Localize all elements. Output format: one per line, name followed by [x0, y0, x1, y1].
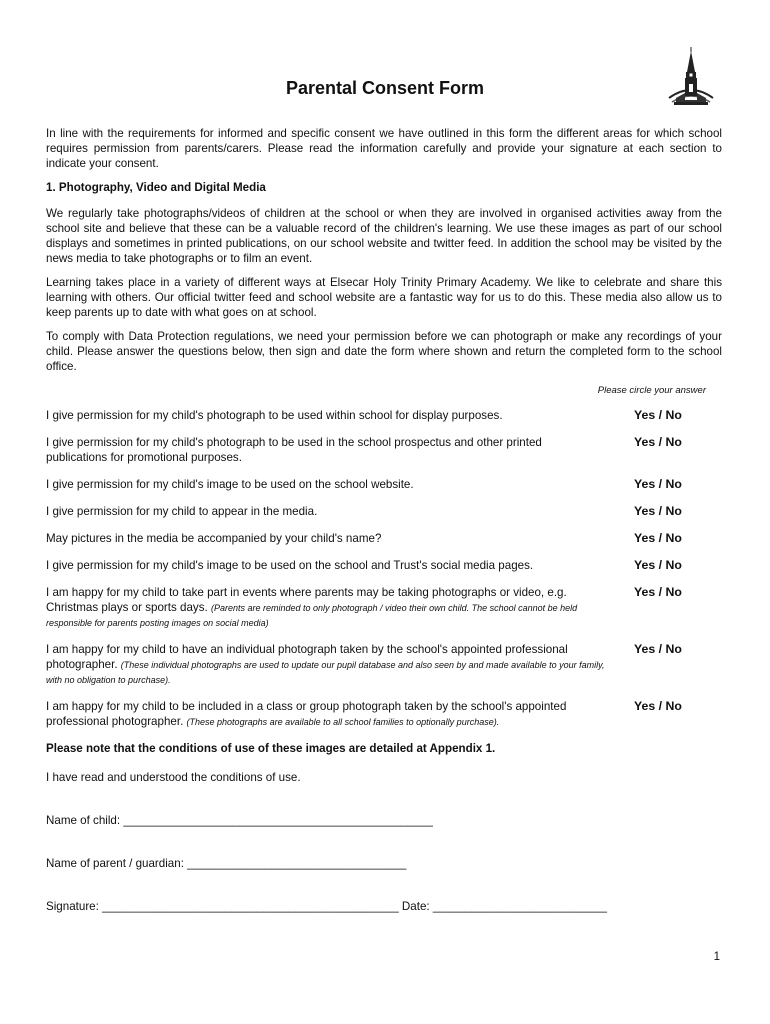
yes-no-answer[interactable]: Yes / No: [634, 504, 682, 518]
question-note: (These photographs are available to all school families to optionally purchase).: [186, 717, 500, 727]
consent-question-row: [46, 408, 722, 423]
question-note: (Parents are reminded to only photograph / video their own child. The school cannot be held responsible for parents posting images on social media): [46, 603, 578, 628]
yes-no-answer[interactable]: Yes / No: [634, 642, 682, 656]
consent-question-row: [46, 699, 722, 729]
signature-date-field[interactable]: Signature: ______________________________________________ Date: ___________________________: [46, 900, 607, 913]
question-text: I am happy for my child to be included in a class or group photograph taken by the school's appointed professional photographer.: [46, 700, 567, 728]
yes-no-answer[interactable]: Yes / No: [634, 558, 682, 572]
question-text: I am happy for my child to have an individual photograph taken by the school's appointed professional photographer.: [46, 643, 568, 671]
circle-answer-note: Please circle your answer: [597, 385, 706, 396]
yes-no-answer[interactable]: Yes / No: [634, 699, 682, 713]
section-paragraph-1: We regularly take photographs/videos of children at the school or when they are involved in organised activities away from the school site and believe that these can be a valuable record of the children's learning. We use these images as part of our school displays and sometimes in printed publications, on our school website and twitter feed. In addition the school may be visited by the news media to take photographs or to film an event.: [46, 207, 722, 265]
yes-no-answer[interactable]: Yes / No: [634, 435, 682, 449]
question-note: (These individual photographs are used to update our pupil database and also seen by and made available to your family, with no obligation to purchase).: [46, 660, 605, 685]
understood-statement: I have read and understood the conditions of use.: [46, 771, 301, 784]
question-text: May pictures in the media be accompanied by your child's name?: [46, 532, 382, 545]
question-text: I give permission for my child's image to be used on the school website.: [46, 478, 414, 491]
page-title: Parental Consent Form: [285, 78, 485, 98]
consent-question-row: [46, 504, 722, 519]
yes-no-answer[interactable]: Yes / No: [634, 408, 682, 422]
consent-question-row: [46, 435, 722, 465]
question-text: I give permission for my child to appear in the media.: [46, 505, 318, 518]
question-text: I am happy for my child to take part in events where parents may be taking photographs or video, e.g. Christmas plays or sports days.: [46, 586, 567, 614]
question-text: I give permission for my child's photograph to be used within school for display purposes.: [46, 409, 503, 422]
parent-name-field[interactable]: Name of parent / guardian: __________________________________: [46, 857, 407, 870]
yes-no-answer[interactable]: Yes / No: [634, 477, 682, 491]
section-paragraph-3: To comply with Data Protection regulations, we need your permission before we can photograph or make any recordings of your child. Please answer the questions below, then sign and date the form where shown and return the completed form to the school office.: [46, 330, 722, 373]
section-paragraph-2: Learning takes place in a variety of different ways at Elsecar Holy Trinity Primary Academy. We like to celebrate and share this learning with others. Our official twitter feed and school website are a fantastic way for us to do this. These media also allow us to keep parents up to date with what goes on at school.: [46, 276, 722, 319]
question-text: I give permission for my child's image to be used on the school and Trust's social media pages.: [46, 559, 534, 572]
yes-no-answer[interactable]: Yes / No: [634, 531, 682, 545]
form-body: [46, 126, 722, 914]
child-name-field[interactable]: Name of child: ________________________________________________: [46, 814, 433, 827]
page-number: 1: [713, 951, 720, 963]
consent-question-row: [46, 558, 722, 573]
consent-question-row: [46, 642, 722, 687]
appendix-note: Please note that the conditions of use of these images are detailed at Appendix 1.: [46, 742, 496, 755]
yes-no-answer[interactable]: Yes / No: [634, 585, 682, 599]
consent-questions: [46, 408, 722, 729]
intro-paragraph: In line with the requirements for informed and specific consent we have outlined in this form the different areas for which school requires permission from parents/carers. Please read the information carefully and provide your signature at each section to indicate your consent.: [46, 127, 722, 170]
consent-question-row: [46, 585, 722, 630]
section-heading: 1. Photography, Video and Digital Media: [46, 181, 266, 194]
consent-question-row: [46, 477, 722, 492]
consent-question-row: [46, 531, 722, 546]
question-text: I give permission for my child's photograph to be used in the school prospectus and other printed publications for promotional purposes.: [46, 436, 542, 464]
